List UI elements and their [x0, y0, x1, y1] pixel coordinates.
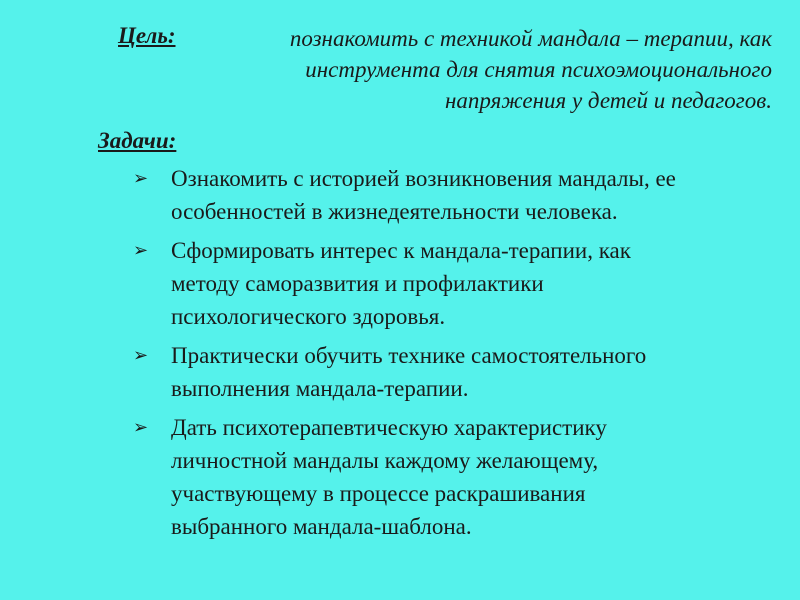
- goal-text-line: познакомить с техникой мандала – терапии, как: [289, 26, 772, 51]
- goal-label: Цель:: [118, 23, 176, 48]
- tasks-list: [133, 162, 753, 549]
- task-text-line: личностной мандалы каждому желающему,: [171, 448, 599, 473]
- task-text-line: Сформировать интерес к мандала-терапии, как: [171, 238, 631, 263]
- task-text-line: Дать психотерапевтическую характеристику: [171, 415, 607, 440]
- goal-text-line: напряжения у детей и педагогов.: [445, 88, 772, 113]
- task-item: [133, 339, 753, 405]
- tasks-label: Задачи:: [98, 128, 177, 153]
- task-text-line: Ознакомить с историей возникновения мандалы, ее: [171, 166, 676, 191]
- task-text-line: участвующему в процессе раскрашивания: [171, 481, 586, 506]
- arrow-right-icon: ➢: [133, 345, 149, 366]
- task-text-line: особенностей в жизнедеятельности человека.: [171, 199, 618, 224]
- task-item: [133, 234, 753, 333]
- task-text-line: психологического здоровья.: [171, 304, 446, 329]
- goal-section: [0, 20, 800, 120]
- arrow-right-icon: ➢: [133, 417, 149, 438]
- goal-text-line: инструмента для снятия психоэмоционального: [305, 57, 772, 82]
- task-text-line: выполнения мандала-терапии.: [171, 376, 469, 401]
- arrow-right-icon: ➢: [133, 168, 149, 189]
- task-text-line: выбранного мандала-шаблона.: [171, 514, 472, 539]
- task-text-line: Практически обучить технике самостоятельного: [171, 343, 647, 368]
- goal-text: [212, 23, 772, 116]
- task-item: [133, 162, 753, 228]
- task-text-line: методу саморазвития и профилактики: [171, 271, 544, 296]
- arrow-right-icon: ➢: [133, 240, 149, 261]
- task-item: [133, 411, 753, 543]
